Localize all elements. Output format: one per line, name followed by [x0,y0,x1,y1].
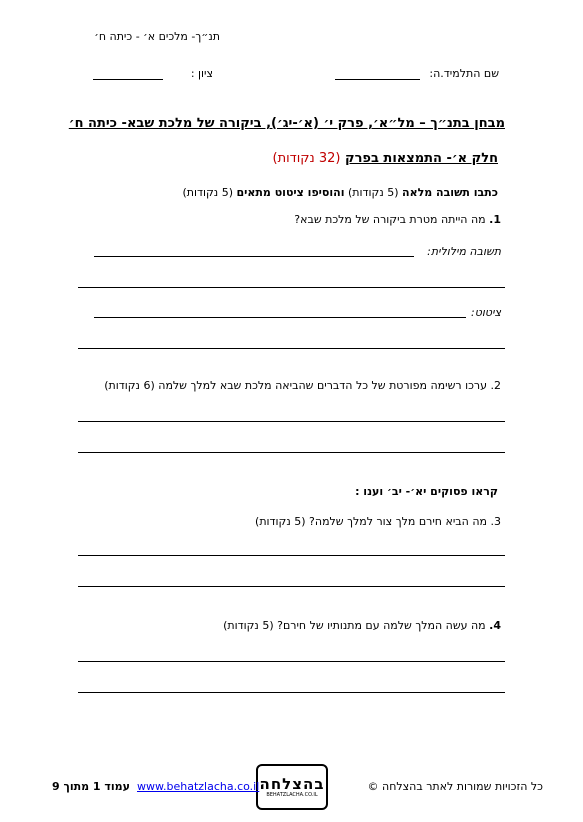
answer-line-q4-2[interactable] [78,692,505,693]
question-2-text: ערכו רשימה מפורטת של כל הדברים שהביאה מלכת שבא למלך שלמה (6 נקודות) [104,379,487,392]
question-1-text: מה הייתה מטרת ביקורה של מלכת שבא? [294,213,486,226]
instruction-mid: (5 נקודות) [348,186,399,199]
part-a-points: (32 נקודות) [272,151,341,166]
exam-title: מבחן בתנ״ך – מל״א׳, פרק י׳ (א׳-יג׳), ביקורה של מלכת שבא- כיתה ח׳ [68,116,505,131]
answer-line-1[interactable] [94,256,414,257]
answer-line-2[interactable] [78,287,505,288]
question-1 [294,213,501,226]
question-4-text: מה עשה המלך שלמה עם מתנותיו של חירם? (5 נקודות) [223,619,486,632]
student-name-field[interactable] [335,79,420,80]
question-2 [104,379,501,392]
read-verses-instruction: קראו פסוקים יא׳- יב׳ וענו : [355,485,498,498]
logo-text: בהצלחה [259,775,325,793]
instruction-end: (5 נקודות) [182,186,233,199]
copyright-text: כל הזכויות שמורות לאתר בהצלחה © [367,780,543,793]
answer-line-q4-1[interactable] [78,661,505,662]
page-number: עמוד 1 מתוך 9 [52,780,130,793]
logo-subtext: BEHATZLACHA.CO.IL [266,792,318,798]
question-4-number: 4. [489,619,501,632]
answer-line-q3-2[interactable] [78,586,505,587]
quote-line-1[interactable] [94,317,466,318]
question-4 [223,619,501,632]
question-3-number: 3. [490,515,501,528]
grade-label: ציון : [190,67,213,80]
answer-line-q3-1[interactable] [78,555,505,556]
student-name-label: שם התלמיד.ה: [429,67,499,80]
question-3-text: מה הביא חירם מלך צור למלך שלמה? (5 נקודות) [255,515,487,528]
question-1-number: 1. [489,213,501,226]
instruction-bold-2: והוסיפו ציטוט מתאים [236,186,345,199]
quote-line-2[interactable] [78,348,505,349]
answer-line-q2-1[interactable] [78,421,505,422]
top-label: תנ״ך- מלכים א׳ - כיתה ח׳ [94,30,220,43]
question-2-number: 2. [490,379,501,392]
part-a-heading [273,151,498,166]
part-a-title: חלק א׳- התמצאות בפרק [345,151,498,166]
quote-label: ציטוט: [471,306,501,319]
answer-line-q2-2[interactable] [78,452,505,453]
instruction [182,186,498,199]
site-logo [256,764,328,810]
question-3 [255,515,501,528]
grade-field[interactable] [93,79,163,80]
website-link[interactable] [137,780,259,793]
instruction-bold-1: כתבו תשובה מלאה [402,186,498,199]
answer-label: תשובה מילולית: [427,245,501,258]
website-link-text[interactable]: www.behatzlacha.co.il [137,780,260,793]
